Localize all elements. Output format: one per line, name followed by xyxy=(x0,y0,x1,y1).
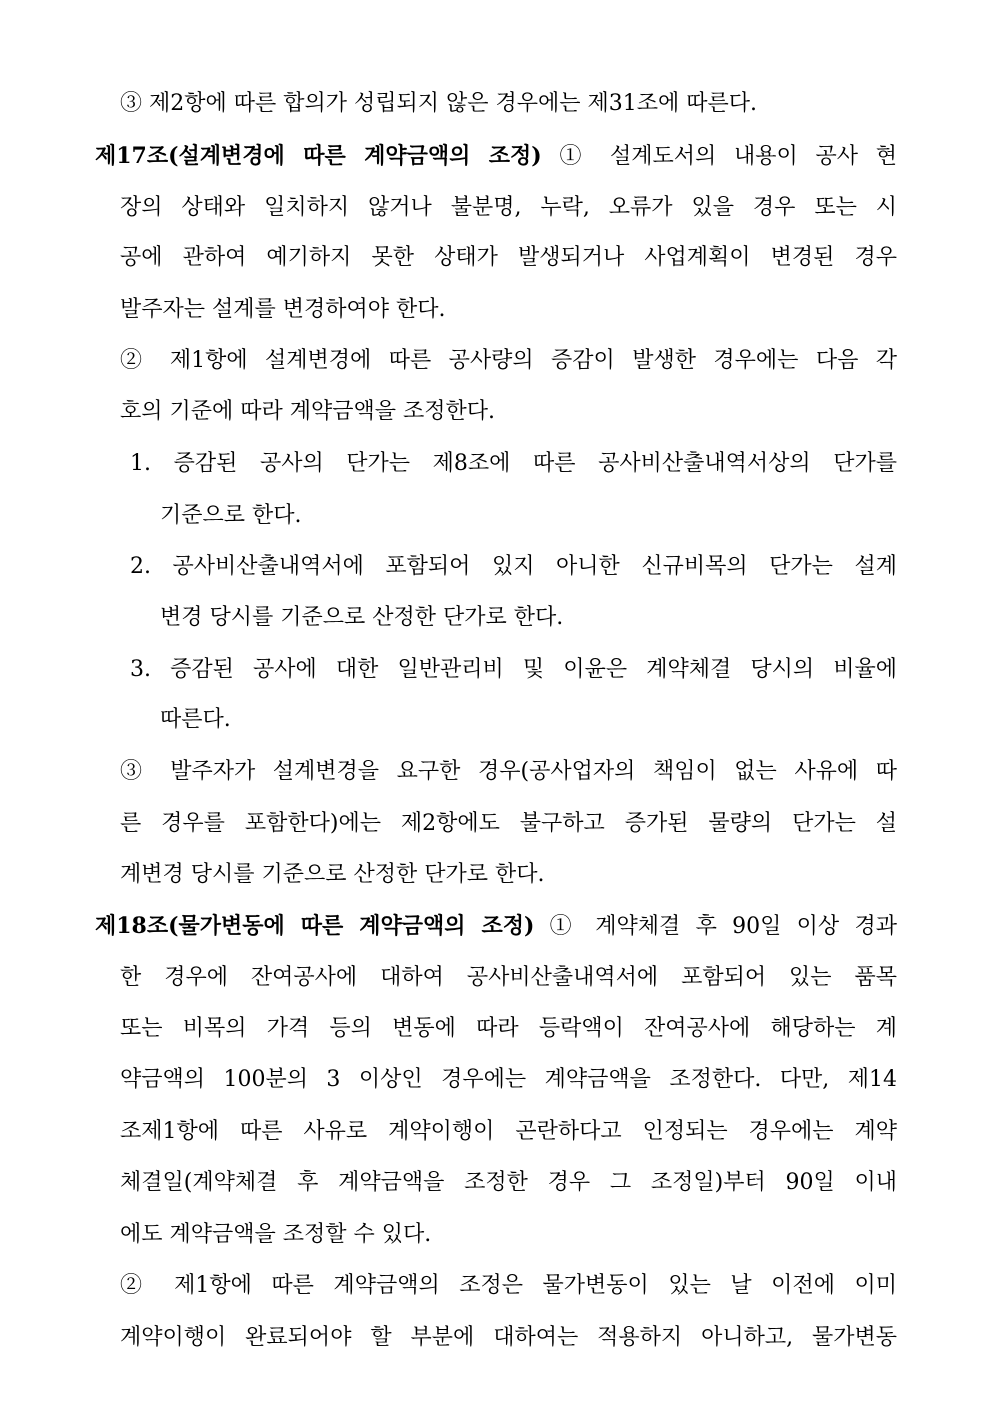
paragraph-line: 공에 관하여 예기하지 못한 상태가 발생되거나 사업계획이 변경된 경우 xyxy=(120,245,897,270)
paragraph-line: 조제1항에 따른 사유로 계약이행이 곤란하다고 인정되는 경우에는 계약 xyxy=(120,1119,897,1144)
article-title: 제17조(설계변경에 따른 계약금액의 조정) xyxy=(95,143,542,169)
paragraph-line: 체결일(계약체결 후 계약금액을 조정한 경우 그 조정일)부터 90일 이내 xyxy=(120,1170,897,1195)
paragraph-line: 장의 상태와 일치하지 않거나 불분명, 누락, 오류가 있을 경우 또는 시 xyxy=(120,195,897,220)
paragraph-line: ② 제1항에 설계변경에 따른 공사량의 증감이 발생한 경우에는 다음 각 xyxy=(120,348,897,373)
paragraph-line: 또는 비목의 가격 등의 변동에 따라 등락액이 잔여공사에 해당하는 계 xyxy=(120,1016,897,1041)
paragraph-line: 에도 계약금액을 조정할 수 있다. xyxy=(120,1222,432,1247)
paragraph-line: ② 제1항에 따른 계약금액의 조정은 물가변동이 있는 날 이전에 이미 xyxy=(120,1273,897,1298)
list-item-line: 1. 증감된 공사의 단가는 제8조에 따른 공사비산출내역서상의 단가를 xyxy=(130,451,897,476)
list-item-line: 변경 당시를 기준으로 산정한 단가로 한다. xyxy=(160,605,564,630)
paragraph-line: 호의 기준에 따라 계약금액을 조정한다. xyxy=(120,399,495,424)
paragraph-line: 약금액의 100분의 3 이상인 경우에는 계약금액을 조정한다. 다만, 제14 xyxy=(120,1067,897,1092)
paragraph-line: 한 경우에 잔여공사에 대하여 공사비산출내역서에 포함되어 있는 품목 xyxy=(120,965,897,990)
paragraph-line: 른 경우를 포함한다)에는 제2항에도 불구하고 증가된 물량의 단가는 설 xyxy=(120,811,897,836)
article-heading-line: 제18조(물가변동에 따른 계약금액의 조정) ① 계약체결 후 90일 이상 경과 xyxy=(95,913,897,939)
list-item-line: 3. 증감된 공사에 대한 일반관리비 및 이윤은 계약체결 당시의 비율에 xyxy=(130,657,897,682)
list-item-line: 2. 공사비산출내역서에 포함되어 있지 아니한 신규비목의 단가는 설계 xyxy=(130,554,897,579)
paragraph-line: 계약이행이 완료되어야 할 부분에 대하여는 적용하지 아니하고, 물가변동 xyxy=(120,1325,897,1350)
article-heading-line: 제17조(설계변경에 따른 계약금액의 조정) ① 설계도서의 내용이 공사 현 xyxy=(95,143,897,169)
paragraph-line: ③ 발주자가 설계변경을 요구한 경우(공사업자의 책임이 없는 사유에 따 xyxy=(120,759,897,784)
article-title: 제18조(물가변동에 따른 계약금액의 조정) xyxy=(95,913,535,939)
list-item-line: 기준으로 한다. xyxy=(160,503,302,528)
paragraph-line: 계변경 당시를 기준으로 산정한 단가로 한다. xyxy=(120,862,545,887)
list-item-line: 따른다. xyxy=(160,707,231,732)
paragraph-line: ③ 제2항에 따른 합의가 성립되지 않은 경우에는 제31조에 따른다. xyxy=(120,91,757,116)
paragraph-line: 발주자는 설계를 변경하여야 한다. xyxy=(120,297,446,322)
